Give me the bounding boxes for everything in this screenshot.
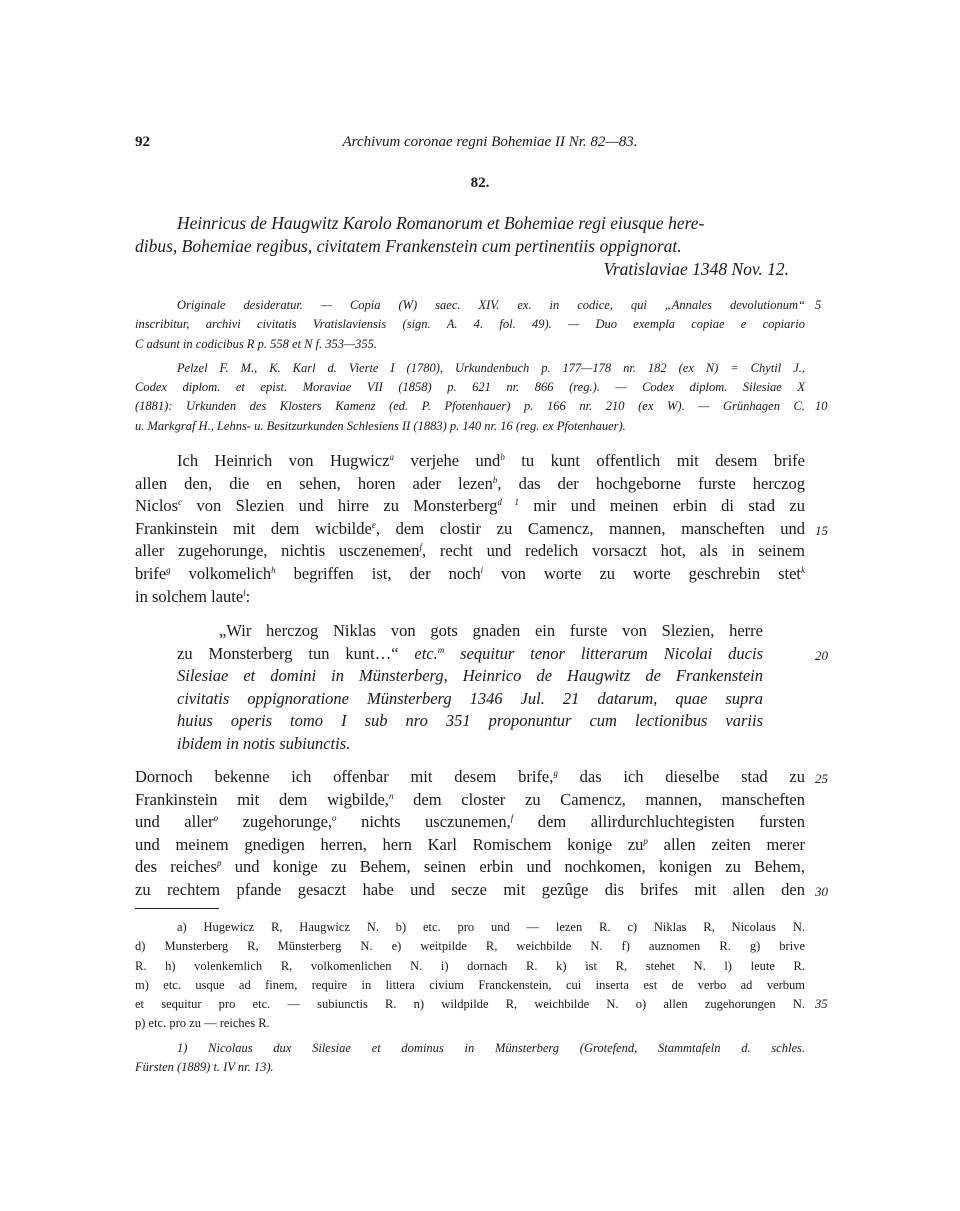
text-line: Frankinstein mit dem wicbilde$^e$, dem clostir zu Camencz, mannen, manscheften und 15 [135, 518, 805, 541]
source-description [135, 296, 828, 441]
page-number: 92 [135, 134, 150, 150]
text-line: des reiches$^p$ und konige zu Behem, seinen erbin und nochkomen, konigen zu Behem, [135, 857, 805, 877]
line-number: 25 [815, 771, 828, 786]
note-line: R. h) volenkemlich R, volkomenlichen N. i) dornach R. k) ist R, stehet N. l) leute R. [135, 958, 805, 973]
quote-line: zu Monsterberg tun kunt…“ etc.$^m$ sequitur tenor litterarum Nicolai ducis 20 [177, 643, 763, 666]
line-number: 35 [815, 997, 828, 1012]
footnote-line: 1) Nicolaus dux Silesiae et dominus in Münsterberg (Grotefend, Stammtafeln d. schles. [177, 1041, 805, 1055]
text-line: allen den, die en sehen, horen ader lezen$^b$, das der hochgeborne furste herczog [135, 473, 806, 493]
note-line: p) etc. pro zu — reiches R. [135, 1016, 270, 1031]
line-number: 5 [815, 298, 822, 312]
text-line: aller zugehorunge, nichtis usczenemen$^f$, recht und redelich vorsaczt hot, als in seinem [135, 541, 805, 561]
text-line: Ich Heinrich von Hugwicz$^a$ verjehe und$^b$ tu kunt offentlich mit desem brife [177, 451, 805, 470]
quote-line: „Wir herczog Niklas von gots gnaden ein furste von Slezien, herre [219, 621, 763, 640]
regest-line: Heinricus de Haugwitz Karolo Romanorum et Bohemiae regi eiusque here- [177, 213, 705, 233]
sources-line: C adsunt in codicibus R p. 558 et N f. 353—355. [135, 336, 378, 351]
note-line: m) etc. usque ad finem, require in littera civium Franckenstein, cui inserta est de verbo ad verbum [135, 977, 805, 992]
variant-notes [135, 918, 828, 1034]
footnote-line: Fürsten (1889) t. IV nr. 13). [135, 1060, 274, 1075]
quote-line: ibidem in notis subiunctis. [177, 733, 351, 753]
page-header [135, 134, 805, 156]
main-text-paragraph-2 [135, 766, 828, 902]
document-number: 82. [470, 175, 490, 191]
line-number: 10 [815, 399, 828, 414]
quote-line: civitatis oppignoratione Münsterberg 1346 Jul. 21 datarum, quae supra [177, 688, 763, 708]
main-text-paragraph-1 [135, 450, 828, 608]
line-number: 30 [815, 883, 828, 899]
text-line: Dornoch bekenne ich offenbar mit desem brife,$^g$ das ich dieselbe stad zu 25 [135, 766, 805, 789]
literature-line: Codex diplom. et epist. Moraviae VII (1858) p. 621 nr. 866 (reg.). — Codex diplom. Silesiae X [135, 380, 805, 395]
sources-line: inscribitur, archivi civitatis Vratislaviensis (sign. A. 4. fol. 49). — Duo exempla copiae e copiario [135, 317, 805, 332]
text-line: Niclos$^c$ von Slezien und hirre zu Monsterberg$^{d 1}$ mir und meinen erbin di stad zu [135, 496, 805, 516]
sources-paragraph [135, 296, 822, 354]
literature-line: Pelzel F. M., K. Karl d. Vierte I (1780), Urkundenbuch p. 177—178 nr. 182 (ex N) = Chytil J., [177, 360, 805, 375]
text-line: Frankinstein mit dem wigbilde,$^n$ dem closter zu Camencz, mannen, manscheften [135, 789, 805, 809]
footnote-separator [135, 908, 219, 909]
regest [135, 212, 805, 281]
text-line: und aller$^o$ zugehorunge,$^o$ nichts usczunemen,$^f$ dem allirdurchluchtegisten fursten [135, 812, 806, 832]
literature-line: u. Markgraf H., Lehns- u. Besitzurkunden Schlesiens II (1883) p. 140 nr. 16 (reg. ex Pfotenhauer). [135, 418, 626, 433]
text-line: zu rechtem pfande gesaczt habe und secze mit gezûge dis brifes mit allen den 30 [135, 879, 805, 902]
note-line: et sequitur pro etc. — subiunctis R. n) wildpilde R, weichbilde N. o) allen zugehorungen N. 35 [135, 995, 805, 1014]
regest-date: Vratislaviae 1348 Nov. 12. [603, 259, 789, 279]
quote-line: Silesiae et domini in Münsterberg, Heinrico de Haugwitz de Frankenstein [177, 666, 763, 686]
line-number: 20 [815, 647, 828, 663]
footnote [135, 1039, 805, 1078]
note-line: a) Hugewicz R, Haugwicz N. b) etc. pro und — lezen R. c) Niklas R, Nicolaus N. [177, 920, 805, 934]
quoted-document [177, 620, 828, 756]
literature-paragraph [135, 359, 828, 436]
running-title: Archivum coronae regni Bohemiae II Nr. 82—83. [342, 134, 638, 150]
text-line: und meinem gnedigen herren, hern Karl Romischem konige $zu^p$ allen zeiten merer [135, 834, 805, 854]
line-number: 15 [815, 522, 828, 538]
quote-line: huius operis tomo I sub nro 351 proponuntur cum lectionibus variis [177, 711, 763, 731]
sources-line: Originale desideratur. — Copia (W) saec. XIV. ex. in codice, qui „Annales devolutionum“ 5 [135, 296, 805, 315]
text-line: in solchem laute$^l$: [135, 586, 251, 606]
regest-line: dibus, Bohemiae regibus, civitatem Frankenstein cum pertinentiis oppignorat. [135, 236, 682, 256]
text-line: brife$^g$ volkomelich$^h$ begriffen ist, der noch$^i$ von worte zu worte geschrebin stet$^k$ [135, 563, 805, 583]
note-line: d) Munsterberg R, Münsterberg N. e) weitpilde R, weichbilde N. f) auznomen R. g) brive [135, 939, 805, 954]
literature-line: (1881): Urkunden des Klosters Kamenz (ed. P. Pfotenhauer) p. 166 nr. 210 (ex W). — Grünhagen C. 10 [135, 397, 805, 416]
